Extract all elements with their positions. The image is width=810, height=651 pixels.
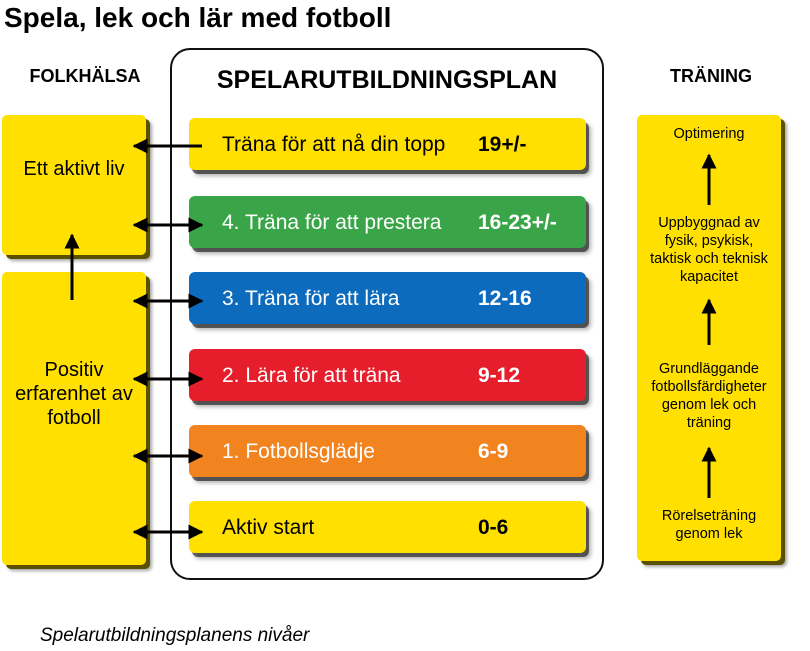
traning-rorelse: Rörelseträning genom lek xyxy=(661,508,757,542)
stage-label: 1. Fotbollsglädje xyxy=(222,440,375,463)
stage-label: 3. Träna för att lära xyxy=(222,287,400,310)
traning-optimering: Optimering xyxy=(673,126,745,142)
aktivt-liv-text: Ett aktivt liv xyxy=(23,158,125,180)
folkhalsa-heading: FOLKHÄLSA xyxy=(29,66,141,86)
stage-age: 6-9 xyxy=(478,440,509,463)
traning-grundlaggande: Grundläggande fotbollsfärdigheter genom lek och träning xyxy=(651,361,767,431)
stage-label: 4. Träna för att prestera xyxy=(222,211,442,234)
stage-age: 9-12 xyxy=(478,364,521,387)
stage-label: Aktiv start xyxy=(222,516,315,539)
stage-age: 16-23+/- xyxy=(478,211,557,234)
traning-heading: TRÄNING xyxy=(670,66,752,86)
page-title: Spela, lek och lär med fotboll xyxy=(4,2,392,33)
center-heading: SPELARUTBILDNINGSPLAN xyxy=(216,66,558,94)
stage-label: Träna för att nå din topp xyxy=(222,133,446,156)
stage-age: 0-6 xyxy=(478,516,509,539)
stage-label: 2. Lära för att träna xyxy=(222,364,401,387)
stage-age: 12-16 xyxy=(478,287,532,310)
traning-uppbyggnad: Uppbyggnad av fysik, psykisk, taktisk och teknisk kapacitet xyxy=(650,215,768,285)
positiv-erfarenhet-text: Positiv erfarenhet av fotboll xyxy=(15,359,133,429)
caption: Spelarutbildningsplanens nivåer xyxy=(40,625,310,646)
stage-age: 19+/- xyxy=(478,133,527,156)
